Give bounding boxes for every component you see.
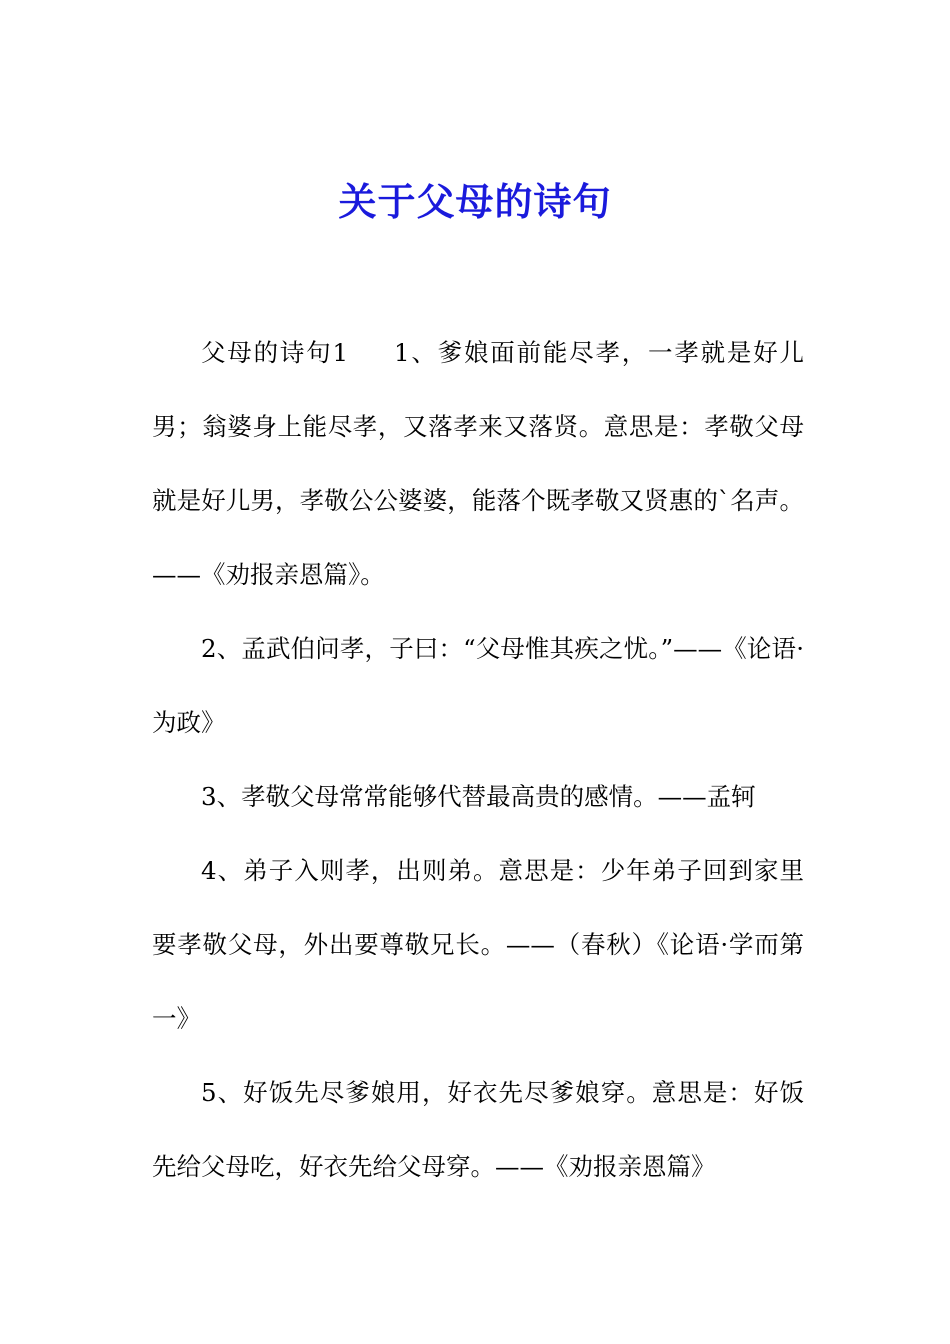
paragraph-4: 4、弟子入则孝，出则弟。意思是：少年弟子回到家里要孝敬父母，外出要尊敬兄长。——（春秋）《论语·学而第一》 xyxy=(152,856,804,1033)
document-title: 关于父母的诗句 xyxy=(338,180,612,224)
paragraph-5: 5、好饭先尽爹娘用，好衣先尽爹娘穿。意思是：好饭先给父母吃，好衣先给父母穿。——《劝报亲恩篇》 xyxy=(152,1078,804,1181)
paragraph-3: 3、孝敬父母常常能够代替最高贵的感情。——孟轲 xyxy=(201,782,756,811)
paragraph-1 xyxy=(152,316,804,612)
paragraph-text: 1、爹娘面前能尽孝，一孝就是好儿男；翁婆身上能尽孝，又落孝来又落贤。意思是：孝敬父母就是好儿男，孝敬公公婆婆，能落个既孝敬又贤惠的`名声。——《劝报亲恩篇》。 xyxy=(152,338,804,589)
paragraph-2: 2、孟武伯问孝，子曰：“父母惟其疾之忧。”——《论语·为政》 xyxy=(152,634,804,737)
document-body xyxy=(152,316,804,1204)
section-heading: 父母的诗句1 xyxy=(201,338,349,367)
